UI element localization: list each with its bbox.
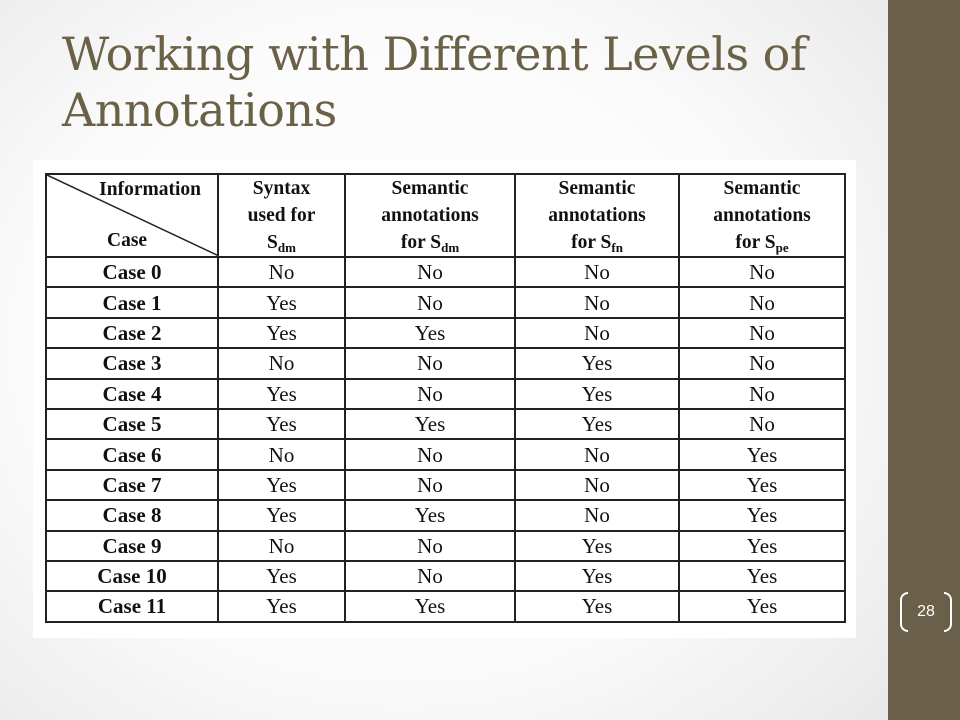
corner-information-label: Information <box>99 179 201 200</box>
value-cell: No <box>679 287 845 317</box>
header-line: annotations <box>713 205 811 226</box>
value-cell: No <box>679 257 845 287</box>
header-line: S <box>267 232 278 253</box>
value-cell: Yes <box>345 500 515 530</box>
value-cell: No <box>218 257 345 287</box>
header-line: for S <box>571 232 612 253</box>
case-label-cell: Case 1 <box>46 287 218 317</box>
value-cell: Yes <box>515 348 679 378</box>
value-cell: Yes <box>218 379 345 409</box>
value-cell: No <box>515 287 679 317</box>
value-cell: No <box>679 409 845 439</box>
value-cell: Yes <box>515 379 679 409</box>
value-cell: Yes <box>679 500 845 530</box>
header-line: Semantic <box>391 178 469 199</box>
case-label-cell: Case 8 <box>46 500 218 530</box>
value-cell: Yes <box>515 591 679 621</box>
right-bracket-icon <box>944 592 952 632</box>
header-subscript: pe <box>775 240 789 255</box>
header-subscript: fn <box>611 240 623 255</box>
value-cell: Yes <box>218 591 345 621</box>
header-line: Semantic <box>723 178 801 199</box>
value-cell: Yes <box>218 470 345 500</box>
table-row <box>46 561 845 591</box>
value-cell: No <box>515 257 679 287</box>
column-header <box>679 174 845 257</box>
value-cell: No <box>345 561 515 591</box>
value-cell: No <box>345 439 515 469</box>
header-subscript: dm <box>277 240 296 255</box>
value-cell: No <box>345 257 515 287</box>
value-cell: No <box>679 379 845 409</box>
case-label-cell: Case 0 <box>46 257 218 287</box>
case-label-cell: Case 3 <box>46 348 218 378</box>
slide-title: Working with Different Levels of Annotations <box>62 27 807 137</box>
table-row <box>46 500 845 530</box>
table-row <box>46 348 845 378</box>
table-header-row <box>46 174 845 257</box>
header-line: annotations <box>548 205 646 226</box>
value-cell: No <box>515 470 679 500</box>
value-cell: No <box>218 348 345 378</box>
value-cell: No <box>515 500 679 530</box>
annotation-levels-table-image <box>33 160 856 638</box>
table-row <box>46 531 845 561</box>
corner-header-cell <box>46 174 218 257</box>
value-cell: Yes <box>218 561 345 591</box>
value-cell: No <box>345 287 515 317</box>
value-cell: Yes <box>515 531 679 561</box>
value-cell: Yes <box>679 531 845 561</box>
value-cell: Yes <box>218 318 345 348</box>
value-cell: Yes <box>218 287 345 317</box>
value-cell: No <box>679 318 845 348</box>
header-subscript: dm <box>441 240 460 255</box>
value-cell: No <box>679 348 845 378</box>
value-cell: Yes <box>679 591 845 621</box>
value-cell: No <box>345 531 515 561</box>
table-row <box>46 318 845 348</box>
value-cell: No <box>515 318 679 348</box>
header-line: for S <box>735 232 776 253</box>
table-row <box>46 379 845 409</box>
case-label-cell: Case 4 <box>46 379 218 409</box>
value-cell: Yes <box>345 409 515 439</box>
column-header <box>345 174 515 257</box>
value-cell: No <box>218 531 345 561</box>
column-header <box>218 174 345 257</box>
value-cell: Yes <box>679 561 845 591</box>
value-cell: Yes <box>218 500 345 530</box>
column-header <box>515 174 679 257</box>
table-row <box>46 287 845 317</box>
table-row <box>46 409 845 439</box>
value-cell: Yes <box>345 591 515 621</box>
table-row <box>46 439 845 469</box>
value-cell: Yes <box>515 561 679 591</box>
header-line: Syntax <box>252 178 311 199</box>
case-label-cell: Case 10 <box>46 561 218 591</box>
value-cell: Yes <box>679 439 845 469</box>
page-number: 28 <box>917 603 935 620</box>
corner-case-label: Case <box>107 230 148 251</box>
table-row <box>46 257 845 287</box>
header-line: used for <box>247 205 316 226</box>
table-body <box>46 257 845 622</box>
case-label-cell: Case 6 <box>46 439 218 469</box>
value-cell: No <box>515 439 679 469</box>
case-label-cell: Case 5 <box>46 409 218 439</box>
value-cell: Yes <box>345 318 515 348</box>
table-row <box>46 591 845 621</box>
value-cell: No <box>345 348 515 378</box>
case-label-cell: Case 7 <box>46 470 218 500</box>
value-cell: Yes <box>679 470 845 500</box>
value-cell: No <box>345 379 515 409</box>
case-label-cell: Case 11 <box>46 591 218 621</box>
page-number-badge <box>900 592 952 636</box>
value-cell: Yes <box>218 409 345 439</box>
case-label-cell: Case 2 <box>46 318 218 348</box>
header-line: Semantic <box>558 178 636 199</box>
value-cell: No <box>218 439 345 469</box>
value-cell: Yes <box>515 409 679 439</box>
value-cell: No <box>345 470 515 500</box>
table-row <box>46 470 845 500</box>
header-line: for S <box>400 232 442 253</box>
header-line: annotations <box>381 205 479 226</box>
case-label-cell: Case 9 <box>46 531 218 561</box>
annotation-levels-table <box>45 173 846 623</box>
